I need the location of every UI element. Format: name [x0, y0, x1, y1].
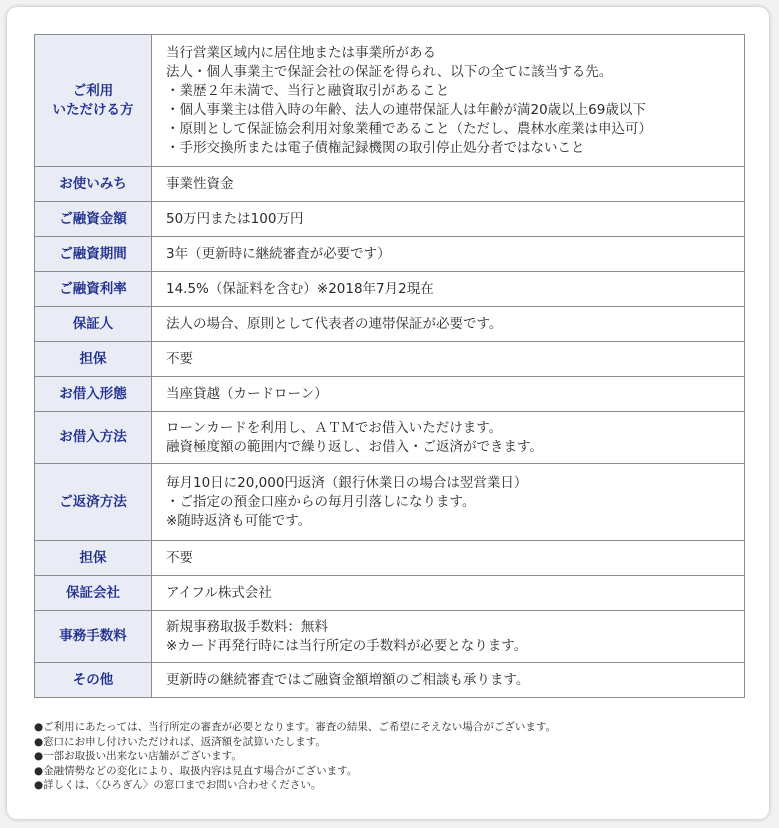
row-label — [35, 272, 152, 307]
row-value-line: 更新時の継続審査ではご融資金額増額のご相談も承ります。 — [166, 671, 530, 688]
row-label — [35, 541, 152, 576]
row-label-line: 担保 — [79, 549, 107, 566]
table-row — [35, 611, 745, 663]
notes-list — [34, 720, 754, 793]
row-label-line: ご融資期間 — [59, 245, 127, 262]
row-label — [35, 237, 152, 272]
row-value-line: 法人の場合、原則として代表者の連帯保証が必要です。 — [166, 315, 503, 332]
table-row — [35, 342, 745, 377]
row-value — [152, 237, 745, 272]
row-label-line: 保証人 — [72, 315, 114, 332]
table-row — [35, 377, 745, 412]
row-label — [35, 377, 152, 412]
table-row — [35, 663, 745, 698]
row-label-line: 担保 — [79, 350, 107, 367]
table-row — [35, 307, 745, 342]
loan-spec-table — [34, 34, 745, 698]
row-label — [35, 412, 152, 464]
row-value-line: 不要 — [166, 549, 193, 566]
row-label-line: 事務手数料 — [59, 628, 127, 644]
row-value — [152, 167, 745, 202]
row-label-line: お借入形態 — [59, 385, 127, 402]
loan-spec-table-body — [35, 35, 745, 698]
row-label-line: ご利用 — [72, 82, 114, 99]
table-row — [35, 237, 745, 272]
row-label-line: ご融資利率 — [59, 280, 127, 297]
row-value — [152, 611, 745, 663]
row-label — [35, 35, 152, 167]
table-row — [35, 35, 745, 167]
row-label — [35, 202, 152, 237]
row-value-line: アイフル株式会社 — [166, 584, 272, 601]
row-value — [152, 202, 745, 237]
row-value-line: 3年（更新時に継続審査が必要です） — [166, 245, 391, 262]
note-item: ●金融情勢などの変化により、取扱内容は見直す場合がございます。 — [34, 764, 358, 777]
table-row — [35, 541, 745, 576]
row-value — [152, 35, 745, 167]
row-label-line: ご返済方法 — [59, 493, 127, 510]
row-label — [35, 611, 152, 663]
table-row — [35, 576, 745, 611]
table-row — [35, 412, 745, 464]
row-label — [35, 167, 152, 202]
row-label-line: 保証会社 — [66, 584, 120, 601]
row-label-line: ご融資金額 — [59, 210, 127, 227]
row-label-line: その他 — [72, 671, 114, 688]
note-item: ●ご利用にあたっては、当行所定の審査が必要となります。審査の結果、ご希望にそえない場合がございます。 — [34, 721, 556, 733]
row-label — [35, 307, 152, 342]
row-value-line: 法人・個人事業主で保証会社の保証を得られ、以下の全てに該当する先。 — [166, 63, 613, 80]
row-value-line: 不要 — [166, 350, 193, 367]
table-row — [35, 464, 745, 541]
row-value-line: ・個人事業主は借入時の年齢、法人の連帯保証人は年齢が満20歳以上69歳以下 — [166, 101, 646, 118]
table-row — [35, 202, 745, 237]
row-value-line: ・業歴２年未満で、当行と融資取引があること — [166, 82, 450, 99]
row-value-line: ※随時返済も可能です。 — [166, 512, 312, 529]
row-value-line: ※カード再発行時には当行所定の手数料が必要となります。 — [166, 637, 528, 654]
row-label — [35, 576, 152, 611]
row-value-line: ・原則として保証協会利用対象業種であること（ただし、農林水産業は申込可） — [166, 120, 652, 137]
row-value — [152, 342, 745, 377]
row-value — [152, 412, 745, 464]
row-value-line: 新規事務取扱手数料：無料 — [166, 618, 328, 635]
row-value-line: ・手形交換所または電子債権記録機関の取引停止処分者ではないこと — [166, 139, 585, 156]
table-row — [35, 167, 745, 202]
row-value-line: 14.5%（保証料を含む）※2018年7月2現在 — [166, 280, 434, 297]
row-value — [152, 576, 745, 611]
row-label-line: お使いみち — [59, 175, 127, 192]
row-value-line: 当行営業区域内に居住地または事業所がある — [166, 44, 436, 61]
row-value-line: 50万円または100万円 — [166, 210, 304, 227]
row-value — [152, 663, 745, 698]
row-value-line: 当座貸越（カードローン） — [166, 385, 328, 402]
row-value-line: ローンカードを利用し、ＡＴＭでお借入いただけます。 — [166, 419, 503, 436]
row-value — [152, 464, 745, 541]
note-item: ●一部お取扱い出来ない店舗がございます。 — [34, 750, 242, 762]
row-value-line: 毎月10日に20,000円返済（銀行休業日の場合は翌営業日） — [166, 474, 528, 491]
note-item: ●詳しくは、〈ひろぎん〉の窓口までお問い合わせください。 — [34, 779, 322, 791]
row-value-line: 事業性資金 — [166, 175, 234, 192]
row-label-line: いただける方 — [52, 101, 134, 118]
row-value — [152, 541, 745, 576]
row-label — [35, 464, 152, 541]
row-value — [152, 272, 745, 307]
row-value-line: ・ご指定の預金口座からの毎月引落しになります。 — [166, 493, 476, 510]
table-row — [35, 272, 745, 307]
row-label — [35, 663, 152, 698]
row-label-line: お借入方法 — [59, 429, 127, 445]
row-value — [152, 377, 745, 412]
row-value-line: 融資極度額の範囲内で繰り返し、お借入・ご返済ができます。 — [166, 438, 543, 455]
row-label — [35, 342, 152, 377]
note-item: ●窓口にお申し付けいただければ、返済額を試算いたします。 — [34, 735, 326, 748]
row-value — [152, 307, 745, 342]
